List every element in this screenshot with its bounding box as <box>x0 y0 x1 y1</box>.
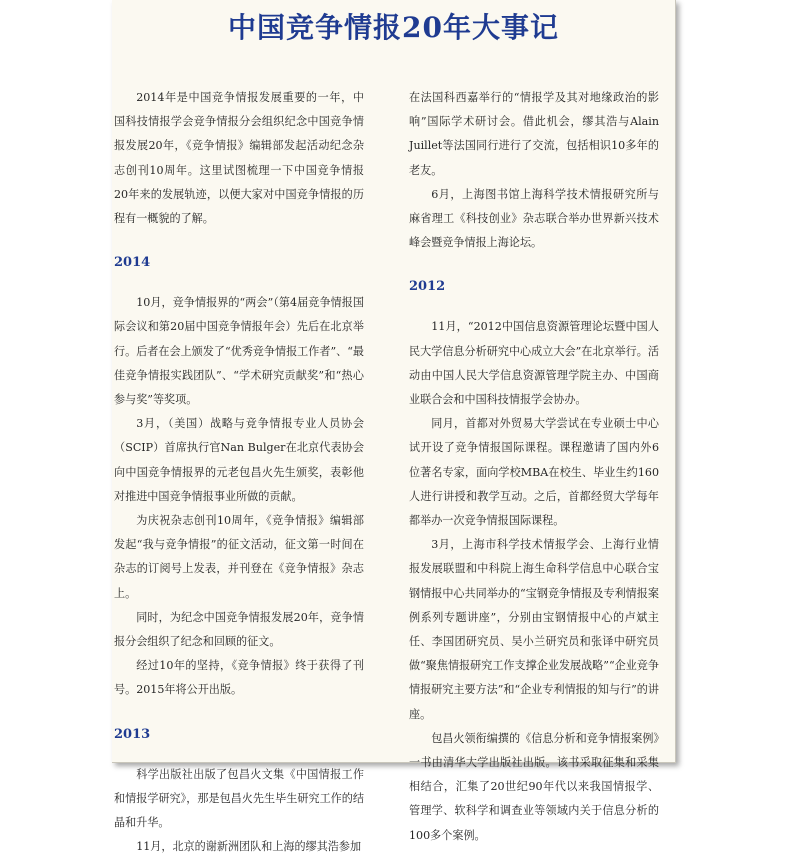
paragraph: 同时，为纪念中国竞争情报发展20年，竞争情报分会组织了纪念和回顾的征文。 <box>114 610 364 649</box>
year-heading-2012: 2012 <box>409 279 446 295</box>
paragraph: 经过10年的坚持，《竞争情报》终于获得了刊号。2015年将公开出版。 <box>114 659 364 697</box>
paragraph: 11月，北京的谢新洲团队和上海的缪其浩参加 <box>136 840 362 854</box>
paragraph: 包昌火领衔编撰的《信息分析和竞争情报案例》一书由清华大学出版社出版。该书采取征集和采集相结合，汇集了20世纪90年代以来我国情报学、管理学、软科学和调查业等领域内关于信息分析的100多个案例。 <box>409 731 659 842</box>
paragraph: 10月，竞争情报界的“两会”（第4届竞争情报国际会议和第20届中国竞争情报年会）先后在北京举行。后者在会上颁发了“优秀竞争情报工作者”、“最佳竞争情报实践团队”、“学术研究贡献奖”和“热心参与奖”等奖项。 <box>114 296 364 407</box>
paragraph: 11月，“2012中国信息资源管理论坛暨中国人民大学信息分析研究中心成立大会”在北京举行。活动由中国人民大学信息资源管理学院主办、中国商业联合会和中国科技情报学会协办。 <box>409 320 659 407</box>
magazine-page <box>112 0 676 854</box>
page-title: 中国竞争情报20年大事记 <box>228 11 559 44</box>
paragraph: 3月，（美国）战略与竞争情报专业人员协会（SCIP）首席执行官Nan Bulger在北京代表协会向中国竞争情报界的元老包昌火先生颁奖，表彰他对推进中国竞争情报事业所做的贡献。 <box>114 417 364 503</box>
paragraph: 为庆祝杂志创刊10周年，《竞争情报》编辑部发起“我与竞争情报”的征文活动，征文第一时间在杂志的订阅号上发表，并刊登在《竞争情报》杂志上。 <box>114 514 364 600</box>
left-column <box>114 86 364 859</box>
paragraph: 同月，首都对外贸易大学尝试在专业硕士中心试开设了竞争情报国际课程。课程邀请了国内外6位著名专家，面向学校MBA在校生、毕业生约160人进行讲授和教学互动。之后，首都经贸大学每年都举办一次竞争情报国际课程。 <box>409 417 659 528</box>
intro-paragraph: 2014年是中国竞争情报发展重要的一年，中国科技情报学会竞争情报分会组织纪念中国竞争情报发展20年，《竞争情报》编辑部发起活动纪念杂志创刊10周年。这里试图梳理一下中国竞争情报20年来的发展轨迹，以便大家对中国竞争情报的历程有一概貌的了解。 <box>114 91 364 226</box>
year-heading-2014: 2014 <box>114 255 151 271</box>
right-column <box>409 86 659 848</box>
paragraph: 3月，上海市科学技术情报学会、上海行业情报发展联盟和中科院上海生命科学信息中心联合宝钢情报中心共同举办的“宝钢竞争情报及专利情报案例系列专题讲座”，分别由宝钢情报中心的卢斌主任、李国团研究员、吴小兰研究员和张译中研究员做“聚焦情报研究工作支撑企业发展战略”“企业竞争情报研究主要方法”和“企业专利情报的知与行”的讲座。 <box>409 538 659 721</box>
paragraph: 科学出版社出版了包昌火文集《中国情报工作和情报学研究》，那是包昌火先生毕生研究工作的结晶和升华。 <box>114 767 364 830</box>
year-heading-2013: 2013 <box>114 726 151 742</box>
continued-paragraph: 在法国科西嘉举行的“情报学及其对地缘政治的影响”国际学术研讨会。借此机会，缪其浩与Alain Juillet等法国同行进行了交流，包括相识10多年的老友。 <box>409 91 659 177</box>
paragraph: 6月，上海图书馆上海科学技术情报研究所与麻省理工《科技创业》杂志联合举办世界新兴技术峰会暨竞争情报上海论坛。 <box>409 187 659 250</box>
